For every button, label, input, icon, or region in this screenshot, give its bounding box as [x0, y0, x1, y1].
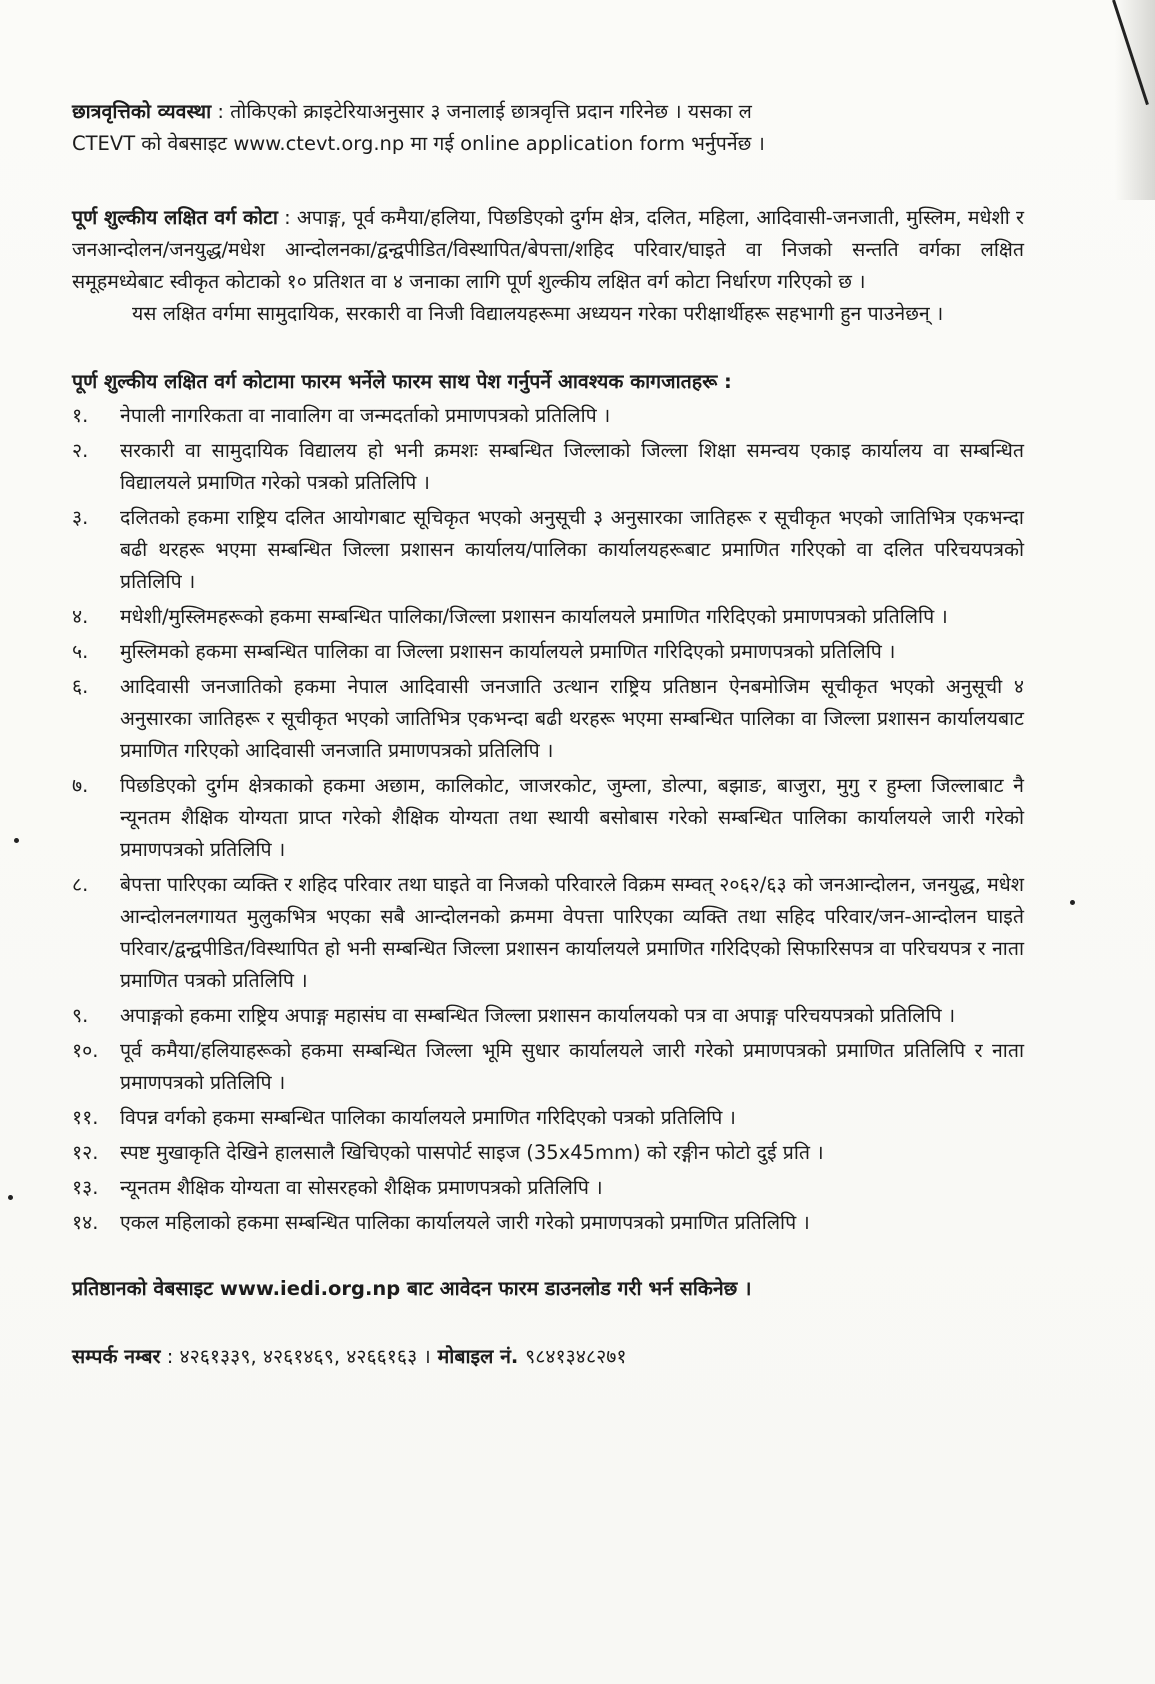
documents-list	[72, 400, 1024, 1239]
document-item-number: १४.	[72, 1211, 99, 1234]
document-item	[72, 601, 1024, 633]
quota-title: पूर्ण शुल्कीय लक्षित वर्ग कोटा	[72, 206, 278, 229]
quota-note: यस लक्षित वर्गमा सामुदायिक, सरकारी वा निजी विद्यालयहरूमा अध्ययन गरेका परीक्षार्थीहरू सहभागी हुन पाउनेछन् ।	[132, 302, 944, 325]
scholarship-ctevt-line: CTEVT को वेबसाइट www.ctevt.org.np मा गई online application form भर्नुपर्नेछ ।	[72, 132, 765, 155]
document-item-text: पूर्व कमैया/हलियाहरूको हकमा सम्बन्धित जिल्ला भूमि सुधार कार्यालयले जारी गरेको प्रमाणपत्रको प्रमाणित प्रतिलिपि र नाता प्रमाणपत्रको प्रतिलिपि ।	[120, 1039, 1024, 1094]
contact-line	[72, 1341, 1024, 1373]
document-item	[72, 502, 1024, 598]
scholarship-title: छात्रवृत्तिको व्यवस्था	[72, 100, 212, 123]
document-item-number: ८.	[72, 873, 89, 896]
document-item-text: न्यूनतम शैक्षिक योग्यता वा सोसरहको शैक्षिक प्रमाणपत्रको प्रतिलिपि ।	[120, 1176, 603, 1199]
document-item	[72, 435, 1024, 499]
document-item-text: स्पष्ट मुखाकृति देखिने हालसालै खिचिएको पासपोर्ट साइज (35x45mm) को रङ्गीन फोटो दुई प्रति ।	[120, 1141, 824, 1164]
mobile-number: ९८४१३४८२७१	[525, 1345, 627, 1368]
scan-speck	[14, 838, 19, 843]
document-body	[72, 96, 1024, 1373]
document-item-number: १२.	[72, 1141, 99, 1164]
document-item-number: ४.	[72, 605, 89, 628]
document-item	[72, 1035, 1024, 1099]
document-item	[72, 1000, 1024, 1032]
quota-text: : अपाङ्ग, पूर्व कमैया/हलिया, पिछडिएको दुर्गम क्षेत्र, दलित, महिला, आदिवासी-जनजाती, मुस्लिम, मधेशी र जनआन्दोलन/जनयुद्ध/मधेश आन्दोलनका/द्वन्द्वपीडित/विस्थापित/बेपत्ता/शहिद परिवार/घाइते वा निजको सन्तति वर्गका लक्षित समूहमध्येबाट स्वीकृत कोटाको १० प्रतिशत वा ४ जनाका लागि पूर्ण शुल्कीय लक्षित वर्ग कोटा निर्धारण गरिएको छ ।	[72, 206, 1024, 293]
document-item-number: ६.	[72, 675, 89, 698]
document-item-text: एकल महिलाको हकमा सम्बन्धित पालिका कार्यालयले जारी गरेको प्रमाणपत्रको प्रमाणित प्रतिलिपि ।	[120, 1211, 810, 1234]
scholarship-section	[72, 96, 1024, 160]
documents-heading: पूर्ण शुल्कीय लक्षित वर्ग कोटामा फारम भर्नेले फारम साथ पेश गर्नुपर्ने आवश्यक कागजातहरू :	[72, 370, 732, 393]
document-item-text: बेपत्ता पारिएका व्यक्ति र शहिद परिवार तथा घाइते वा निजको परिवारले विक्रम सम्वत् २०६२/६३ को जनआन्दोलन, जनयुद्ध, मधेश आन्दोलनलगायत मुलुकभित्र भएका सबै आन्दोलनको क्रममा वेपत्ता पारिएका व्यक्ति तथा सहिद परिवार/जन-आन्दोलन घाइते परिवार/द्वन्द्वपीडित/विस्थापित हो भनी सम्बन्धित जिल्ला प्रशासन कार्यालयले प्रमाणित गरिदिएको सिफारिसपत्र वा परिचयपत्र र नाता प्रमाणित पत्रको प्रतिलिपि ।	[120, 873, 1024, 992]
mobile-label: मोबाइल नं.	[430, 1345, 526, 1368]
contact-numbers: : ४२६१३३९, ४२६१४६९, ४२६६१६३ ।	[160, 1345, 431, 1368]
document-item-number: ३.	[72, 506, 89, 529]
document-item-number: ५.	[72, 640, 89, 663]
quota-section	[72, 202, 1024, 330]
document-item-number: ९.	[72, 1004, 89, 1027]
scholarship-text: : तोकिएको क्राइटेरियाअनुसार ३ जनालाई छात्रवृत्ति प्रदान गरिनेछ । यसका ल	[211, 100, 752, 123]
document-item	[72, 400, 1024, 432]
document-item-text: अपाङ्गको हकमा राष्ट्रिय अपाङ्ग महासंघ वा सम्बन्धित जिल्ला प्रशासन कार्यालयको पत्र वा अपाङ्ग परिचयपत्रको प्रतिलिपि ।	[120, 1004, 956, 1027]
contact-label: सम्पर्क नम्बर	[72, 1345, 161, 1368]
document-item-number: १३.	[72, 1176, 99, 1199]
document-item-text: नेपाली नागरिकता वा नावालिग वा जन्मदर्ताको प्रमाणपत्रको प्रतिलिपि ।	[120, 404, 611, 427]
document-item	[72, 770, 1024, 866]
website-note: प्रतिष्ठानको वेबसाइट www.iedi.org.np बाट आवेदन फारम डाउनलोड गरी भर्न सकिनेछ ।	[72, 1277, 752, 1300]
document-item-number: ११.	[72, 1106, 99, 1129]
scan-speck	[1070, 900, 1075, 905]
document-item-text: मधेशी/मुस्लिमहरूको हकमा सम्बन्धित पालिका/जिल्ला प्रशासन कार्यालयले प्रमाणित गरिदिएको प्रमाणपत्रको प्रतिलिपि ।	[120, 605, 948, 628]
document-item	[72, 1102, 1024, 1134]
document-item-text: मुस्लिमको हकमा सम्बन्धित पालिका वा जिल्ला प्रशासन कार्यालयले प्रमाणित गरिदिएको प्रमाणपत्रको प्रतिलिपि ।	[120, 640, 896, 663]
document-item	[72, 1137, 1024, 1169]
quota-paragraph	[72, 202, 1024, 298]
document-item-text: विपन्न वर्गको हकमा सम्बन्धित पालिका कार्यालयले प्रमाणित गरिदिएको पत्रको प्रतिलिपि ।	[120, 1106, 736, 1129]
document-item	[72, 671, 1024, 767]
document-item-text: पिछडिएको दुर्गम क्षेत्रकाको हकमा अछाम, कालिकोट, जाजरकोट, जुम्ला, डोल्पा, बझाङ, बाजुरा, मुगु र हुम्ला जिल्लाबाट नै न्यूनतम शैक्षिक योग्यता प्राप्त गरेको शैक्षिक योग्यता तथा स्थायी बसोबास गरेको सम्बन्धित पालिका कार्यालयले जारी गरेको प्रमाणपत्रको प्रतिलिपि ।	[120, 774, 1024, 861]
document-item-text: दलितको हकमा राष्ट्रिय दलित आयोगबाट सूचिकृत भएको अनुसूची ३ अनुसारका जातिहरू र सूचीकृत भएको जातिभित्र एकभन्दा बढी थरहरू भएमा सम्बन्धित जिल्ला प्रशासन कार्यालय/पालिका कार्यालयहरूबाट प्रमाणित गरिएको वा दलित परिचयपत्रको प्रतिलिपि ।	[120, 506, 1024, 593]
document-item-number: १.	[72, 404, 89, 427]
document-item	[72, 1172, 1024, 1204]
document-item-number: २.	[72, 439, 89, 462]
document-item	[72, 869, 1024, 997]
document-item-text: आदिवासी जनजातिको हकमा नेपाल आदिवासी जनजाति उत्थान राष्ट्रिय प्रतिष्ठान ऐनबमोजिम सूचीकृत भएको अनुसूची ४ अनुसारका जातिहरू र सूचीकृत भएको जातिभित्र एकभन्दा बढी थरहरू भएमा सम्बन्धित पालिका वा जिल्ला प्रशासन कार्यालयबाट प्रमाणित गरिएको आदिवासी जनजाति प्रमाणपत्रको प्रतिलिपि ।	[120, 675, 1024, 762]
document-item	[72, 1207, 1024, 1239]
document-item-number: ७.	[72, 774, 89, 797]
scholarship-paragraph	[72, 96, 1024, 128]
scan-speck	[8, 1195, 13, 1200]
document-item-number: १०.	[72, 1039, 99, 1062]
document-item	[72, 636, 1024, 668]
document-item-text: सरकारी वा सामुदायिक विद्यालय हो भनी क्रमशः सम्बन्धित जिल्लाको जिल्ला शिक्षा समन्वय एकाइ कार्यालय वा सम्बन्धित विद्यालयले प्रमाणित गरेको पत्रको प्रतिलिपि ।	[120, 439, 1024, 494]
